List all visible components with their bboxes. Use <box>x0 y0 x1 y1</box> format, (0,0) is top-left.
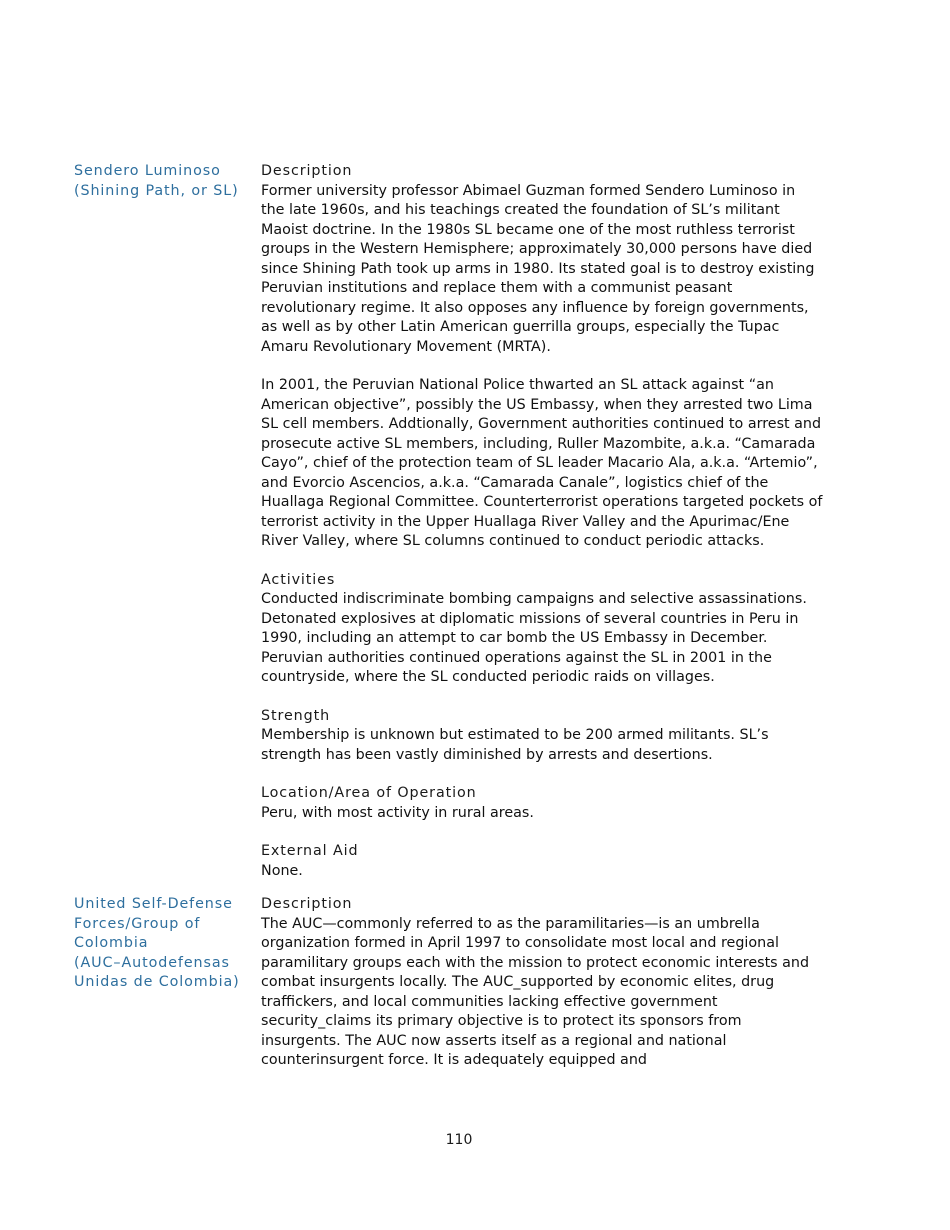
section-activities <box>261 571 823 688</box>
entry-name-line: (AUC–Autodefensas <box>74 954 230 971</box>
entry-name-line: Forces/Group of <box>74 915 201 932</box>
paragraph: Membership is unknown but estimated to be 200 armed militants. SL’s strength has been vastly diminished by arrests and desertions. <box>261 727 769 763</box>
paragraph: In 2001, the Peruvian National Police thwarted an SL attack against “an American objective”, possibly the US Embassy, when they arrested two Lima SL cell members. Addtionally, Government authorities continued to arrest and prosecute active SL members, including, Ruller Mazombite, a.k.a. “Camarada Cayo”, chief of the protection team of SL leader Macario Ala, a.k.a. “Artemio”, and Evorcio Ascencios, a.k.a. “Camarada Canale”, logistics chief of the Huallaga Regional Committee. Counterterrorist operations targeted pockets of terrorist activity in the Upper Huallaga River Valley and the Apurimac/Ene River Valley, where SL columns continued to conduct periodic attacks. <box>261 377 823 549</box>
paragraph: Peru, with most activity in rural areas. <box>261 804 534 821</box>
entry-name-line: Unidas de Colombia) <box>74 974 240 990</box>
entry-body <box>261 162 823 900</box>
section-heading: Description <box>261 896 353 912</box>
entry-body <box>261 895 823 1090</box>
entry-name-line: Colombia <box>74 935 149 951</box>
section-heading: Activities <box>261 571 336 588</box>
paragraph: Conducted indiscriminate bombing campaigns and selective assassinations. Detonated explosives at diplomatic missions of several countries in Peru in 1990, including an attempt to car bomb the US Embassy in December. Peruvian authorities continued operations against the SL in 2001 in the countryside, where the SL conducted periodic raids on villages. <box>261 591 807 685</box>
entry-name <box>74 895 246 993</box>
section-external-aid <box>261 842 823 881</box>
section-heading: Description <box>261 163 353 179</box>
section-strength <box>261 707 823 766</box>
section-heading: Location/Area of Operation <box>261 785 477 801</box>
paragraph: None. <box>261 862 303 879</box>
section-heading: External Aid <box>261 843 359 859</box>
entry-name-line: Sendero Luminoso <box>74 163 221 179</box>
section-description <box>261 162 823 552</box>
section-description <box>261 895 823 1071</box>
page-number: 110 <box>445 1132 473 1148</box>
section-heading: Strength <box>261 707 331 724</box>
section-location <box>261 784 823 823</box>
paragraph: The AUC—commonly referred to as the paramilitaries—is an umbrella organization formed in April 1997 to consolidate most local and regional paramilitary groups each with the mission to protect economic interests and combat insurgents locally. The AUC_supported by economic elites, drug traffickers, and local communities lacking effective government security_claims its primary objective is to protect its sponsors from insurgents. The AUC now asserts itself as a regional and national counterinsurgent force. It is adequately equipped and <box>261 915 810 1068</box>
entry-name <box>74 162 246 201</box>
entry-name-line: United Self-Defense <box>74 896 233 912</box>
entry-name-line: (Shining Path, or SL) <box>74 182 239 199</box>
paragraph: Former university professor Abimael Guzman formed Sendero Luminoso in the late 1960s, and his teachings created the foundation of SL’s militant Maoist doctrine. In the 1980s SL became one of the most ruthless terrorist groups in the Western Hemisphere; approximately 30,000 persons have died since Shining Path took up arms in 1980. Its stated goal is to destroy existing Peruvian institutions and replace them with a communist peasant revolutionary regime. It also opposes any influence by foreign governments, as well as by other Latin American guerrilla groups, especially the Tupac Amaru Revolutionary Movement (MRTA). <box>261 182 815 355</box>
